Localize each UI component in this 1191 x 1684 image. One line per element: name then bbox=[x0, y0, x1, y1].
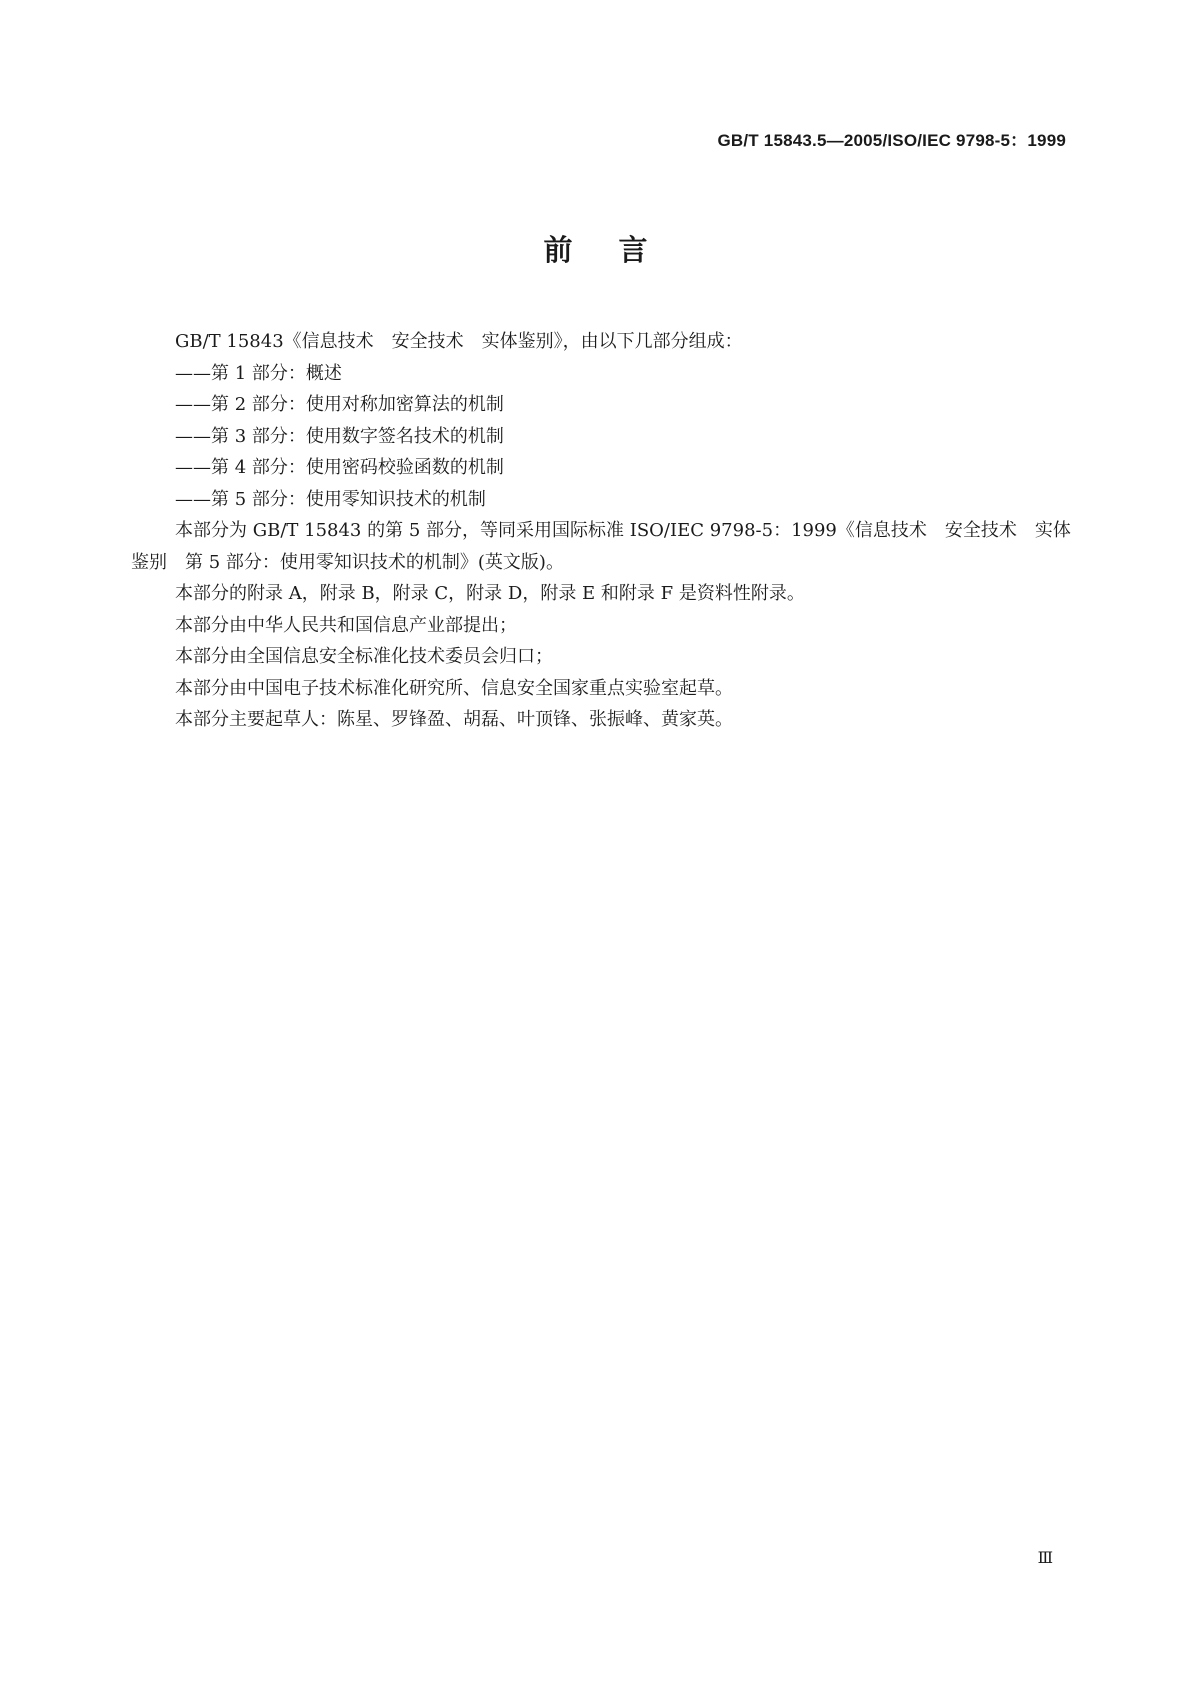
foreword-body bbox=[131, 326, 1071, 736]
intro-paragraph: GB/T 15843《信息技术 安全技术 实体鉴别》，由以下几部分组成： bbox=[175, 331, 743, 352]
drafting-org-paragraph: 本部分由中国电子技术标准化研究所、信息安全国家重点实验室起草。 bbox=[175, 677, 733, 699]
adoption-paragraph: 本部分为 GB/T 15843 的第 5 部分，等同采用国际标准 ISO/IEC 9798-5：1999《信息技术 安全技术 实体鉴别 第 5 部分：使用零知识技术的机制》(英文版)。 bbox=[131, 520, 1071, 573]
list-item: ——第 3 部分：使用数字签名技术的机制 bbox=[175, 425, 504, 447]
proposer-paragraph: 本部分由中华人民共和国信息产业部提出； bbox=[175, 614, 517, 636]
list-item: ——第 1 部分：概述 bbox=[175, 362, 342, 384]
page-title: 前言 bbox=[543, 233, 694, 267]
list-item: ——第 5 部分：使用零知识技术的机制 bbox=[175, 488, 486, 510]
page-number: Ⅲ bbox=[1037, 1548, 1053, 1567]
drafters-paragraph: 本部分主要起草人：陈星、罗锋盈、胡磊、叶顶锋、张振峰、黄家英。 bbox=[175, 709, 733, 730]
list-item: ——第 2 部分：使用对称加密算法的机制 bbox=[175, 394, 504, 415]
committee-paragraph: 本部分由全国信息安全标准化技术委员会归口； bbox=[175, 646, 553, 667]
list-item: ——第 4 部分：使用密码校验函数的机制 bbox=[175, 457, 504, 478]
annex-paragraph: 本部分的附录 A，附录 B，附录 C，附录 D，附录 E 和附录 F 是资料性附录。 bbox=[175, 583, 805, 604]
standard-number-header: GB/T 15843.5—2005/ISO/IEC 9798-5：1999 bbox=[717, 131, 1066, 150]
